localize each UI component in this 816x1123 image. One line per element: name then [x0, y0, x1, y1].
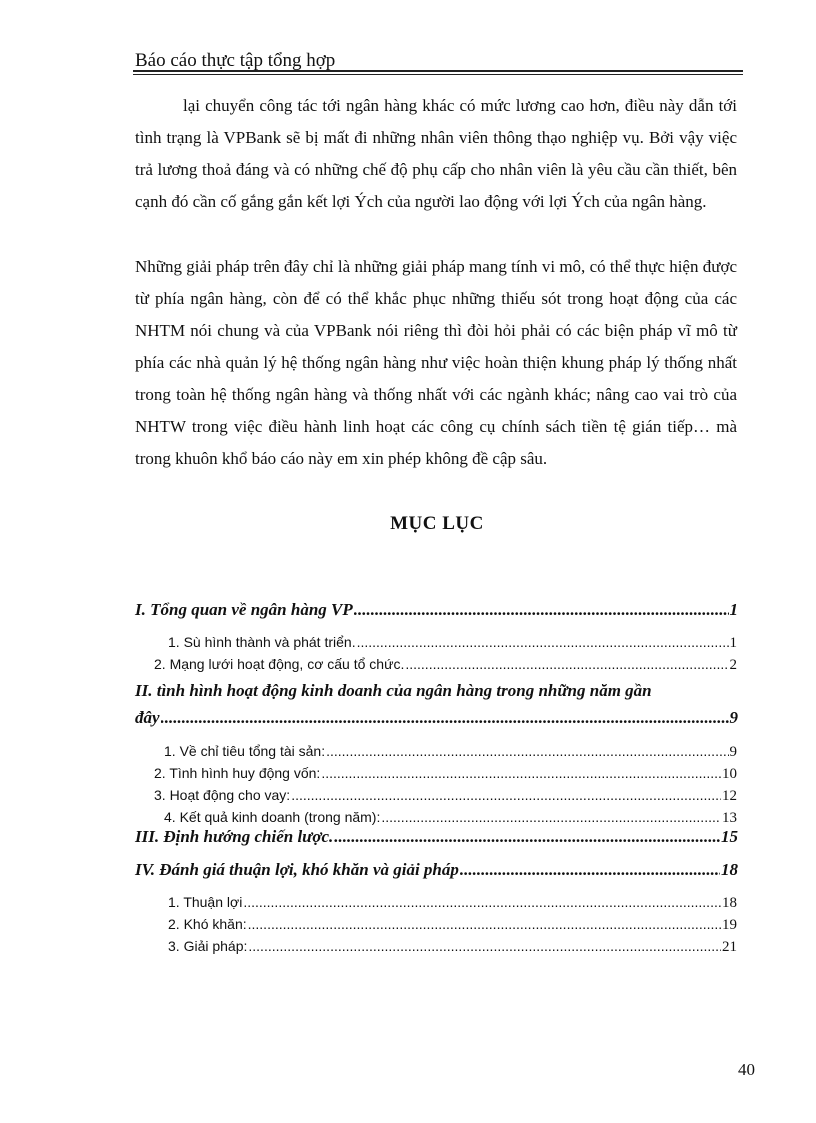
toc-item[interactable]	[154, 787, 737, 805]
toc-item-label: 2. Khó khăn:	[168, 916, 247, 932]
toc-leader-dots	[381, 809, 721, 825]
toc-section-1[interactable]	[135, 600, 738, 620]
toc-item-label: 4. Kết quả kinh doanh (trong năm):	[164, 809, 381, 825]
toc-leader-dots	[357, 634, 729, 650]
toc-item-page: 2	[729, 657, 737, 673]
toc-section-label: IV. Đánh giá thuận lợi, khó khăn và giải pháp	[135, 860, 459, 879]
toc-leader-dots	[291, 787, 721, 803]
toc-item-page: 19	[722, 917, 737, 933]
toc-leader-dots	[326, 743, 728, 759]
toc-section-label: đây	[135, 708, 160, 727]
toc-item-label: 1. Về chỉ tiêu tổng tài sản:	[164, 743, 326, 759]
toc-item-page: 12	[722, 788, 737, 804]
toc-section-2[interactable]	[135, 708, 738, 728]
toc-leader-dots	[248, 916, 721, 932]
toc-item-label: 3. Giải pháp:	[168, 938, 248, 954]
toc-section-page: 18	[721, 860, 738, 879]
toc-item-page: 21	[722, 939, 737, 955]
toc-leader-dots	[460, 860, 720, 880]
toc-item[interactable]	[154, 656, 737, 674]
body-paragraph-1: lại chuyển công tác tới ngân hàng khác có mức lương cao hơn, điều này dẫn tới tình trạng là VPBank sẽ bị mất đi những nhân viên thông thạo nghiệp vụ. Bởi vậy việc trả lương thoả đáng và có những chế độ phụ cấp cho nhân viên là yêu cầu cần thiết, bên cạnh đó cần cố gắng gắn kết lợi Ých của người lao động với lợi Ých của ngân hàng.	[135, 96, 737, 211]
toc-leader-dots	[405, 656, 728, 672]
toc-section-3[interactable]	[135, 827, 738, 847]
toc-item[interactable]	[168, 634, 737, 652]
toc-item[interactable]	[168, 938, 737, 956]
toc-item[interactable]	[168, 894, 737, 912]
toc-leader-dots	[243, 894, 721, 910]
toc-item-page: 13	[722, 810, 737, 826]
toc-leader-dots	[334, 827, 720, 847]
toc-item-label: 1. Sù hình thành và phát triển.	[168, 634, 356, 650]
toc-title: MỤC LỤC	[390, 513, 484, 534]
header-rule-thin	[133, 74, 743, 75]
toc-leader-dots	[161, 708, 729, 728]
toc-item[interactable]	[154, 765, 737, 783]
toc-leader-dots	[248, 938, 721, 954]
body-paragraph-2: Những giải pháp trên đây chỉ là những giải pháp mang tính vi mô, có thể thực hiện được từ phía ngân hàng, còn để có thể khắc phục những thiếu sót trong hoạt động của các NHTM nói chung và của VPBank nói riêng thì đòi hỏi phải có các biện pháp vĩ mô từ phía các nhà quản lý hệ thống ngân hàng như việc hoàn thiện khung pháp lý thống nhất trong toàn hệ thống ngân hàng và thống nhất với các ngành khác; nâng cao vai trò của NHTW trong việc điều hành linh hoạt các công cụ chính sách tiền tệ gián tiếp… mà trong khuôn khổ báo cáo này em xin phép không đề cập sâu.	[135, 257, 737, 468]
toc-section-page: 15	[721, 827, 738, 846]
toc-item-label: 3. Hoạt động cho vay:	[154, 787, 291, 803]
page-number: 40	[738, 1060, 755, 1079]
toc-item-page: 1	[729, 635, 737, 651]
toc-item-label: 2. Mạng lưới hoạt động, cơ cấu tổ chức.	[154, 656, 405, 672]
toc-item-label: 2. Tình hình huy động vốn:	[154, 765, 321, 781]
toc-section-page: 1	[729, 600, 738, 619]
page-header-title: Báo cáo thực tập tổng hợp	[135, 50, 336, 71]
toc-item-page: 18	[722, 895, 737, 911]
toc-section-2-line1[interactable]: II. tình hình hoạt động kinh doanh của ngân hàng trong những năm gần	[135, 681, 652, 700]
toc-item[interactable]	[164, 743, 737, 761]
header-rule-thick	[133, 70, 743, 72]
toc-section-4[interactable]	[135, 860, 738, 880]
toc-section-page: 9	[729, 708, 738, 727]
toc-item-page: 9	[729, 744, 737, 760]
toc-item[interactable]	[164, 809, 737, 827]
toc-leader-dots	[354, 600, 729, 620]
toc-item-page: 10	[722, 766, 737, 782]
toc-leader-dots	[321, 765, 721, 781]
toc-section-label: III. Định hướng chiến lược.	[135, 827, 334, 846]
toc-item[interactable]	[168, 916, 737, 934]
toc-item-label: 1. Thuận lợi	[168, 894, 243, 910]
toc-section-label: I. Tổng quan về ngân hàng VP	[135, 600, 353, 619]
